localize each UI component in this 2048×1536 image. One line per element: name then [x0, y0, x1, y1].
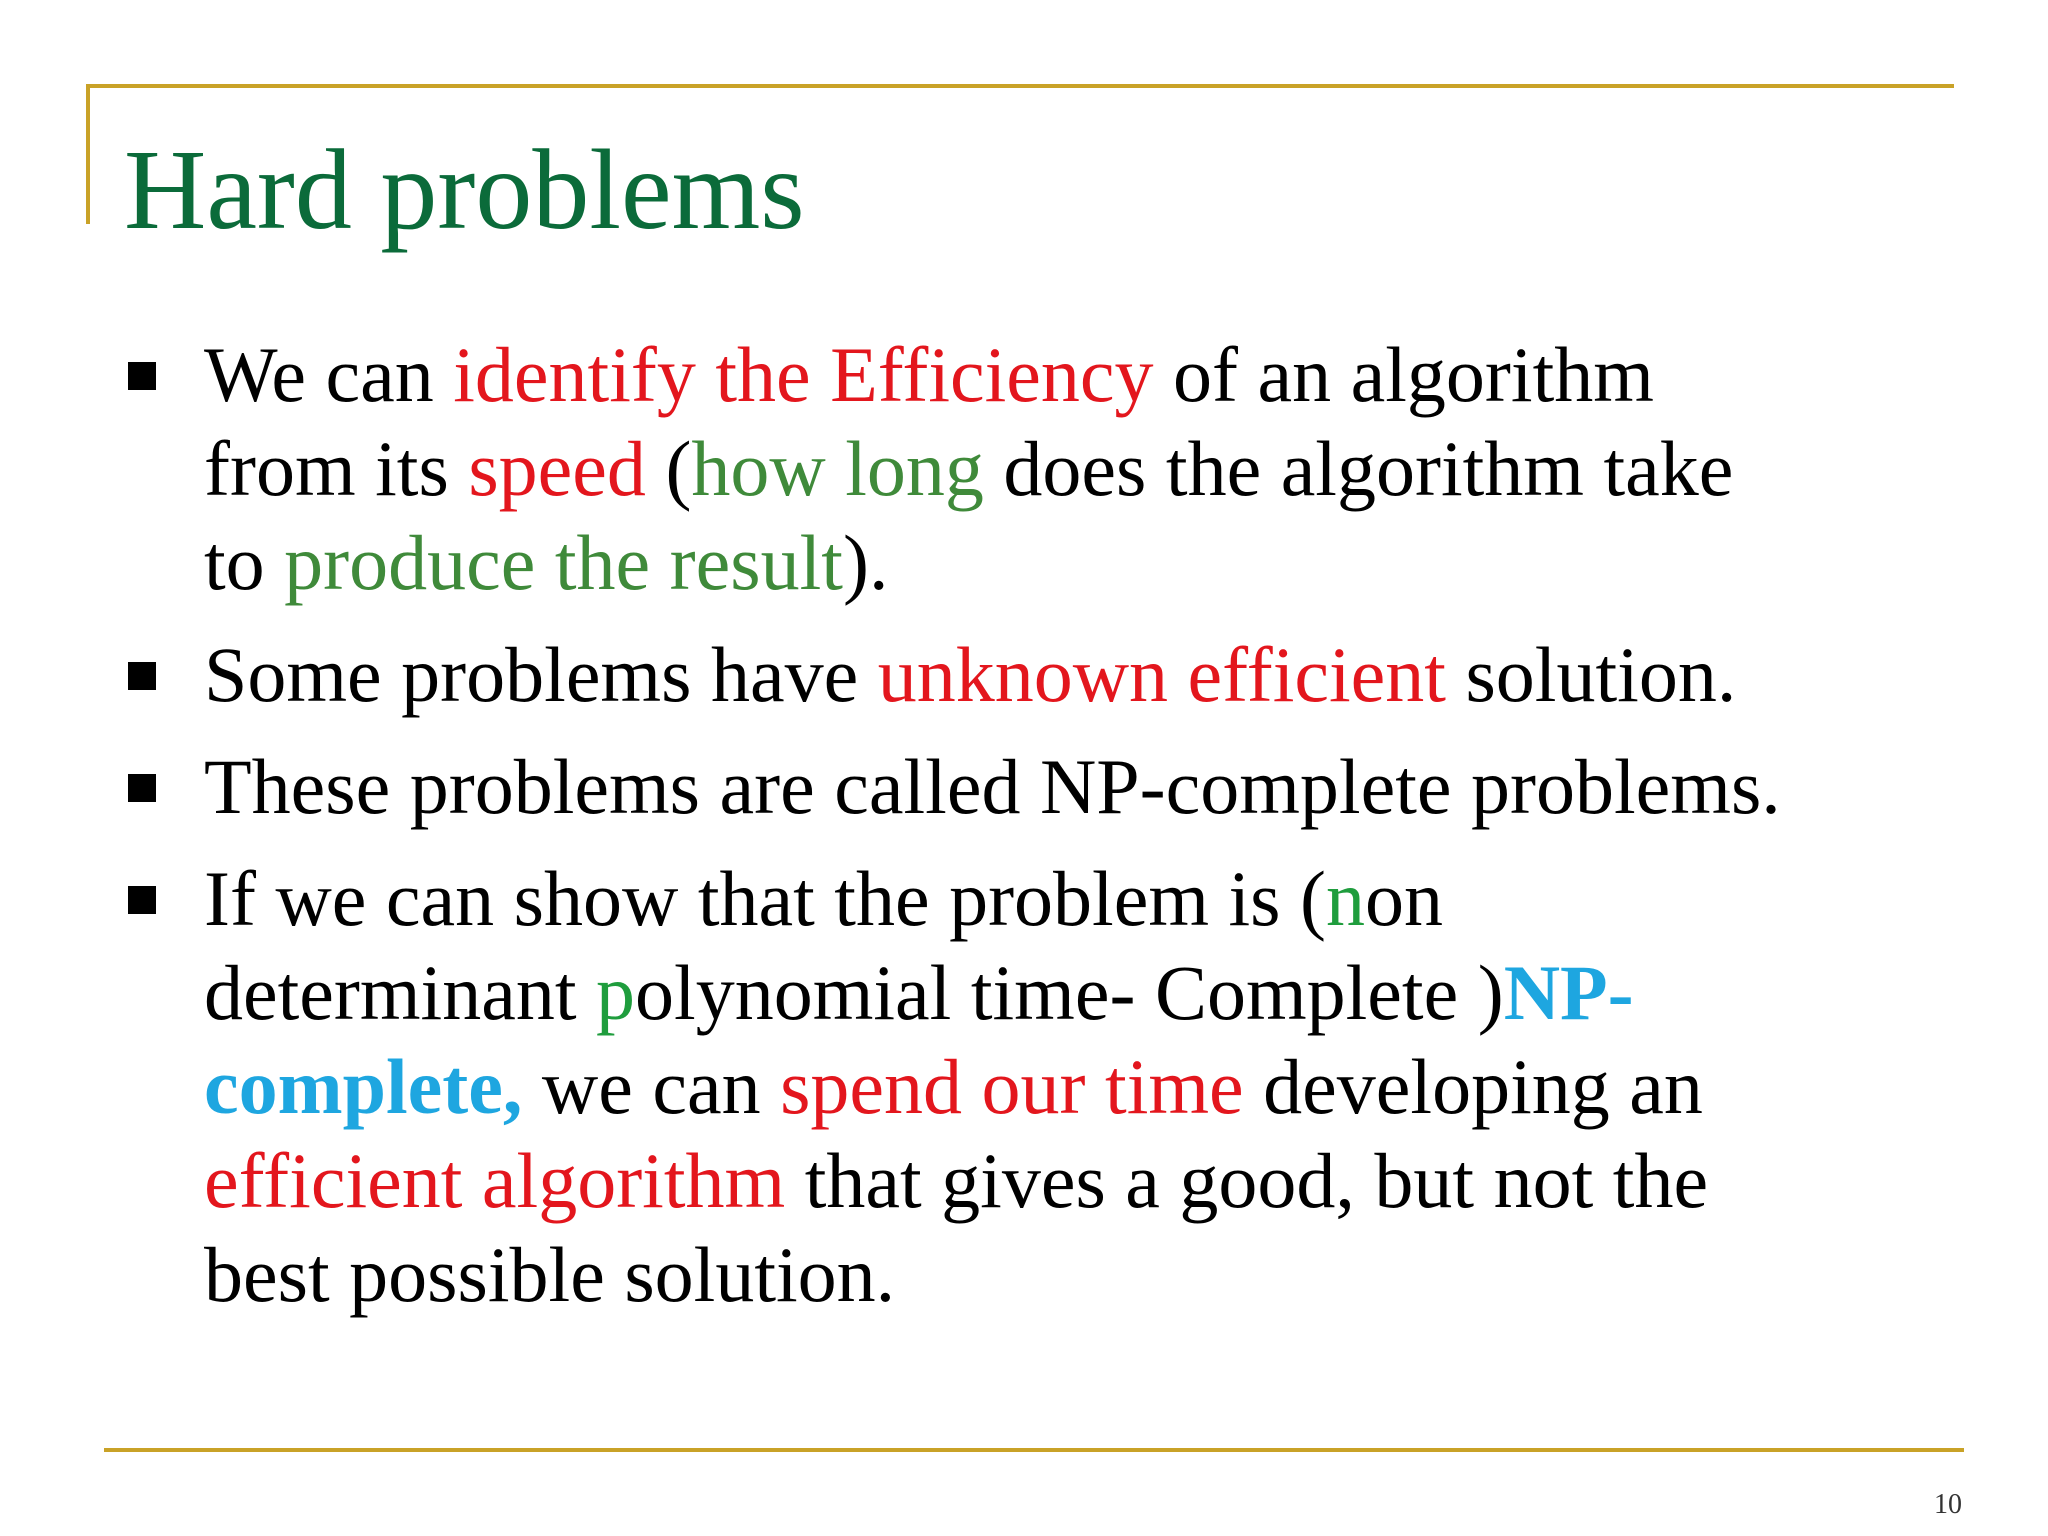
emphasis-text: how long: [691, 425, 984, 512]
text-segment: These problems are called NP-complete problems.: [204, 743, 1781, 830]
slide-title: Hard problems: [124, 126, 805, 253]
text-segment: does the algorithm take: [983, 425, 1734, 512]
text-segment: (: [645, 425, 692, 512]
bullet-line: [204, 422, 1964, 516]
text-segment: that gives a good, but not the: [785, 1137, 1709, 1224]
bullet-line: [204, 852, 1964, 946]
text-segment: from its: [204, 425, 469, 512]
text-segment: If we can show that the problem is (: [204, 855, 1327, 942]
top-rule: [86, 84, 1954, 88]
emphasis-text: spend our time: [780, 1043, 1244, 1130]
square-bullet-icon: [128, 662, 156, 690]
page-number: 10: [1934, 1489, 1962, 1520]
bullet-line: [204, 628, 1964, 722]
text-segment: of an algorithm: [1153, 331, 1654, 418]
text-segment: we can: [522, 1043, 781, 1130]
bullet-line: [204, 516, 1964, 610]
emphasis-text: speed: [468, 425, 646, 512]
emphasis-text: identify the Efficiency: [453, 331, 1154, 418]
emphasis-text: efficient algorithm: [204, 1137, 786, 1224]
square-bullet-icon: [128, 362, 156, 390]
emphasis-term: NP-: [1503, 949, 1634, 1036]
bullet-item-efficiency: [124, 328, 1964, 610]
bullet-item-np-complete: [124, 740, 1964, 834]
bottom-rule: [104, 1448, 1964, 1452]
text-segment: developing an: [1243, 1043, 1703, 1130]
bullet-line: [204, 946, 1964, 1040]
emphasis-term: complete,: [204, 1043, 523, 1130]
text-segment: Some problems have: [204, 631, 878, 718]
text-segment: best possible solution.: [204, 1231, 896, 1318]
bullet-line: [204, 1040, 1964, 1134]
bullet-item-efficient-algorithm: [124, 852, 1964, 1322]
emphasis-text: unknown efficient: [877, 631, 1446, 718]
bullet-line: [204, 1228, 1964, 1322]
bullet-line: [204, 328, 1964, 422]
text-segment: to: [204, 519, 285, 606]
text-segment: olynomial time- Complete ): [635, 949, 1504, 1036]
text-segment: We can: [204, 331, 454, 418]
text-segment: ).: [842, 519, 889, 606]
text-segment: solution.: [1445, 631, 1737, 718]
emphasis-letter: n: [1326, 855, 1366, 942]
text-segment: determinant: [204, 949, 597, 1036]
emphasis-letter: p: [596, 949, 636, 1036]
left-rule: [86, 84, 90, 224]
emphasis-text: produce the result: [284, 519, 843, 606]
square-bullet-icon: [128, 886, 156, 914]
bullet-line: [204, 740, 1964, 834]
bullet-line: [204, 1134, 1964, 1228]
bullet-list: [124, 328, 1964, 1340]
square-bullet-icon: [128, 774, 156, 802]
text-segment: on: [1365, 855, 1444, 942]
bullet-item-unknown-solution: [124, 628, 1964, 722]
